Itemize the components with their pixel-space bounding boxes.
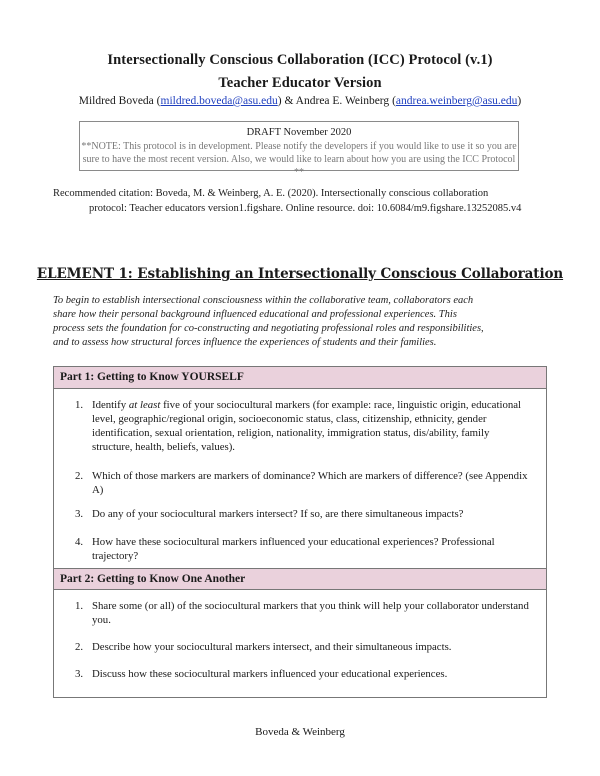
note-line-2: sure to have the most recent version. Also, we would like to learn about how you are using the ICC Protocol ** [82, 154, 516, 178]
recommended-citation [53, 186, 553, 216]
intro-line: To begin to establish intersectional consciousness within the collaborative team, collaborators each [53, 295, 474, 306]
part1-item [75, 535, 532, 563]
item-number: 2. [75, 641, 84, 653]
document-title: Intersectionally Conscious Collaboration (ICC) Protocol (v.1) [107, 52, 493, 68]
intro-paragraph [53, 294, 548, 350]
item-number: 1. [75, 399, 84, 411]
part2-item [75, 640, 532, 654]
item-text: Identify [92, 399, 129, 411]
item-text: Discuss how these sociocultural markers influenced your educational experiences. [92, 668, 448, 680]
part2-item [75, 667, 532, 681]
item-number: 2. [75, 470, 84, 482]
item-text: Describe how your sociocultural markers intersect, and their simultaneous impacts. [92, 641, 452, 653]
citation-line-1: Recommended citation: Boveda, M. & Weinberg, A. E. (2020). Intersectionally conscious collaboration [53, 188, 489, 199]
part1-item [75, 469, 532, 497]
authors-line: Mildred Boveda (mildred.boveda@asu.edu) & Andrea E. Weinberg (andrea.weinberg@asu.edu) [78, 95, 522, 107]
page-footer: Boveda & Weinberg [255, 726, 345, 738]
intro-line: share how their personal background influenced educational and professional experiences. This [53, 309, 457, 320]
part1-item [75, 507, 532, 521]
item-number: 1. [75, 600, 84, 612]
item-emphasis: at least [128, 399, 161, 411]
note-line-1: **NOTE: This protocol is in development. Please notify the developers if you would like to use it so you are [81, 141, 517, 152]
author-email-link-2[interactable]: andrea.weinberg@asu.edu [395, 95, 518, 107]
author-separator: & Andrea E. Weinberg [284, 95, 390, 107]
document-subtitle: Teacher Educator Version [218, 75, 382, 91]
item-number: 4. [75, 536, 84, 548]
part1-heading: Part 1: Getting to Know YOURSELF [54, 367, 546, 389]
author-email-link-1[interactable]: mildred.boveda@asu.edu [160, 95, 278, 107]
draft-date: DRAFT November 2020 [246, 127, 352, 138]
author-name-1: Mildred Boveda [78, 95, 154, 107]
item-text: Share some (or all) of the sociocultural markers that you think will help your collaborator understand you. [92, 600, 529, 626]
draft-note-box [79, 121, 519, 178]
item-text: How have these sociocultural markers influenced your educational experiences? Professional trajectory? [92, 536, 495, 562]
protocol-table [53, 366, 547, 698]
item-text: Which of those markers are markers of dominance? Which are markers of difference? (see Appendix A) [92, 470, 528, 496]
item-number: 3. [75, 508, 84, 520]
item-text: five of your sociocultural markers (for example: race, linguistic origin, educational level, geographic/regional origin, socioeconomic status, class, citizenship, ethnicity, gender identification, sexual orientation, religion, nationality, immigration status, dis/ability, family structure, health, beliefs, values). [92, 399, 522, 453]
part2-heading: Part 2: Getting to Know One Another [54, 568, 546, 590]
part1-item [75, 398, 532, 454]
intro-line: and to assess how structural forces influence the experiences of students and their families. [53, 337, 437, 348]
element-title: ELEMENT 1: Establishing an Intersectionally Conscious Collaboration [36, 266, 564, 282]
intro-line: process sets the foundation for co-constructing and negotiating professional roles and responsibilities, [53, 323, 484, 334]
item-text: Do any of your sociocultural markers intersect? If so, are there simultaneous impacts? [92, 508, 464, 520]
item-number: 3. [75, 668, 84, 680]
citation-line-2: protocol: Teacher educators version1.figshare. Online resource. doi: 10.6084/m9.figshare.13252085.v4 [89, 203, 522, 214]
part2-item [75, 599, 532, 627]
